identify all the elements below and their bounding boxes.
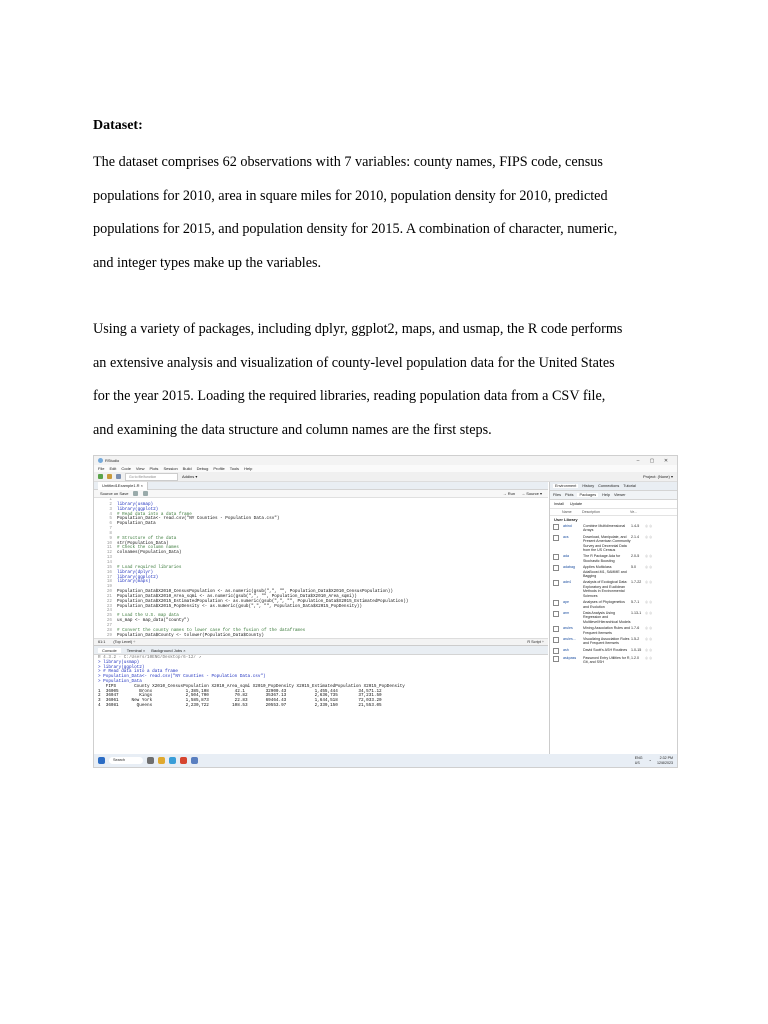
package-list: [550, 523, 678, 666]
line-number: 24: [106, 608, 112, 614]
tab-history[interactable]: History: [582, 484, 595, 488]
code-text: # Load required libraries: [117, 564, 182, 570]
wand-icon[interactable]: [143, 491, 148, 496]
package-version: 2.0-5: [631, 554, 640, 559]
package-row: [550, 625, 678, 636]
package-actions-icon[interactable]: ◎ ◎: [645, 554, 653, 559]
package-actions-icon[interactable]: ◎ ◎: [645, 610, 653, 615]
system-tray: [635, 756, 673, 765]
packages-header: [550, 509, 678, 516]
tab-terminal[interactable]: Terminal ×: [126, 647, 146, 653]
update-button[interactable]: Update: [569, 502, 583, 506]
console-output-line: 2 36047 Kings 2,504,700 70.82 35367.13 2,636,735 37,231.50: [98, 693, 382, 699]
line-number: 15: [106, 564, 112, 570]
new-file-icon[interactable]: [98, 474, 103, 479]
package-actions-icon[interactable]: ◎ ◎: [645, 636, 653, 641]
package-description: Combine Multidimensional Arrays: [583, 524, 626, 533]
source-on-save-checkbox[interactable]: Source on Save: [100, 491, 129, 496]
right-pane: [549, 482, 678, 754]
document-body: [93, 118, 683, 447]
para1-line: and integer types make up the variables.: [93, 254, 322, 271]
close-button[interactable]: ✕: [663, 457, 669, 464]
package-version: 5.0: [631, 565, 636, 570]
paragraph-2: [93, 313, 683, 447]
tab-files[interactable]: Files: [553, 493, 562, 497]
tab-packages[interactable]: Packages: [579, 493, 597, 497]
package-version: 1.7-22: [631, 580, 642, 585]
code-text: Population_Data$County <- tolower(Population_Data$County): [117, 632, 264, 638]
user-library-heading: User Library: [554, 517, 578, 522]
package-checkbox[interactable]: [553, 554, 559, 560]
console-output-line: 4 36081 Queens 2,230,722 108.53 20553.97 2,339,150 21,553.05: [98, 702, 382, 708]
console-output-line: 3 36061 New York 1,585,873 22.83 69464.43 1,644,518 72,033.20: [98, 698, 382, 704]
package-description: Visualizing Association Rules and Frequent Itemsets: [583, 636, 630, 646]
para2-line: Using a variety of packages, including dplyr, ggplot2, maps, and usmap, the R code performs: [93, 321, 623, 337]
package-version: 1.13-1: [631, 610, 642, 615]
package-name-link[interactable]: ade4: [563, 580, 571, 585]
editor-tabs: [94, 482, 548, 490]
code-text: library(ggplot2): [117, 506, 159, 512]
line-number: 21: [106, 593, 112, 599]
line-number: 20: [106, 589, 112, 595]
package-description: Password Entry Utilities for R, Git, and SSH: [583, 655, 631, 665]
menu-bar: [94, 465, 677, 472]
package-description: The R Package Ada for Stochastic Boosting: [583, 554, 621, 563]
package-actions-icon[interactable]: ◎ ◎: [645, 524, 653, 528]
menu-code[interactable]: Code: [121, 466, 131, 471]
code-text: library(ggplot2): [117, 574, 159, 580]
code-text: colnames(Population_Data): [117, 550, 182, 556]
package-checkbox[interactable]: [553, 626, 559, 632]
package-name-link[interactable]: arm: [563, 610, 570, 615]
package-actions-icon[interactable]: ◎ ◎: [645, 565, 653, 570]
package-description: David Scott's ASH Routines: [583, 647, 628, 652]
package-name-link[interactable]: arules...: [563, 636, 576, 641]
line-number: 5: [109, 516, 112, 522]
rstudio-screenshot: [93, 455, 678, 768]
line-number: 25: [106, 613, 112, 619]
package-version: 1.0-15: [631, 647, 642, 652]
window-title: RStudio: [105, 458, 120, 463]
package-description: Applies Multiclass AdaBoost.M1, SAMME and Bagging: [583, 565, 627, 579]
line-number: 1: [109, 498, 112, 502]
menu-view[interactable]: View: [135, 466, 145, 471]
code-text: # Read data into a data frame: [117, 511, 192, 517]
package-checkbox[interactable]: [553, 600, 559, 606]
tab-connections[interactable]: Connections: [598, 484, 620, 488]
package-row: [550, 534, 678, 554]
menu-plots[interactable]: Plots: [149, 466, 159, 471]
code-editor[interactable]: [94, 498, 548, 638]
package-version: 2.1.4: [631, 534, 639, 539]
line-number: 7: [109, 526, 112, 532]
code-text: # Load the U.S. map data: [117, 613, 179, 619]
main-toolbar: [94, 472, 677, 482]
open-folder-icon[interactable]: [107, 474, 112, 479]
line-number: 18: [106, 579, 112, 585]
console-command: > # Read data into a data frame: [98, 669, 178, 675]
package-name-link[interactable]: acs: [563, 534, 569, 539]
rstudio-logo-icon: [98, 458, 103, 463]
menu-file[interactable]: File: [98, 466, 105, 471]
console-output-line: FIPS County X2010_CensusPopulation X2010_Area_sqmi X2010_PopDensity X2015_EstimatedPopulation X2015_PopDensity: [98, 683, 405, 689]
window-titlebar: [94, 456, 677, 465]
chrome-icon[interactable]: [180, 757, 187, 764]
package-description: Analysis of Ecological Data: Exploratory and Euclidean Methods in Environmental Sciences: [583, 580, 628, 598]
package-row: [550, 553, 678, 564]
package-row: [550, 610, 678, 625]
package-row: [550, 655, 678, 666]
code-text: # Check the column names: [117, 545, 179, 551]
line-number: 6: [109, 521, 112, 527]
package-checkbox[interactable]: [553, 580, 559, 586]
package-description: Data Analysis Using Regression and Multilevel/Hierarchical Models: [583, 610, 631, 624]
files-tabs: [550, 491, 678, 500]
editor-tab[interactable]: Untitled1Example1.R ×: [98, 482, 148, 490]
line-number: 28: [106, 627, 112, 633]
package-checkbox[interactable]: [553, 656, 559, 662]
file-explorer-icon[interactable]: [158, 757, 165, 764]
save-icon[interactable]: [116, 474, 121, 479]
package-version: 5.7-1: [631, 600, 640, 605]
code-text: Population_Data<- read.csv("NY Counties - Population Data.csv"): [117, 516, 280, 522]
package-version: 1.5-2: [631, 636, 640, 641]
line-number: 29: [106, 632, 112, 638]
para1-line: The dataset comprises 62 observations with 7 variables: county names, FIPS code, census: [93, 154, 603, 170]
maximize-button[interactable]: ▢: [649, 457, 655, 464]
clock[interactable]: 2:32 PM 12/8/2023: [657, 756, 673, 765]
file-type[interactable]: R Script ÷: [527, 640, 544, 644]
code-text: Population_Data$X2010_Area_sqmi <- as.numeric(gsub(",", "", Population_Data$X2010_Area_sqmi)): [117, 593, 357, 599]
package-version: 1.7-6: [631, 626, 640, 631]
package-description: Download, Manipulate, and Present American Community Survey and Decennial Data from the US Census: [583, 534, 631, 553]
tab-background-jobs[interactable]: Background Jobs ×: [151, 647, 186, 653]
console-command: > Population_Data<- read.csv("NY Counties - Population Data.csv"): [98, 674, 266, 680]
menu-debug[interactable]: Debug: [196, 466, 209, 471]
code-text: str(Population_Data): [117, 540, 169, 546]
console-command: > Population_Data: [98, 678, 142, 684]
line-number: 8: [109, 530, 112, 536]
line-number: 11: [106, 545, 112, 551]
code-text: Population_Data: [117, 521, 156, 527]
search-icon[interactable]: [133, 491, 138, 496]
run-button[interactable]: → Run: [502, 491, 516, 496]
para1-line: populations for 2010, area in square miles for 2010, population density for 2010, predicted: [93, 187, 608, 204]
line-number: 16: [106, 569, 112, 575]
package-name-link[interactable]: ape: [563, 600, 569, 605]
addins-button[interactable]: Addins ▾: [182, 474, 198, 479]
para2-line: and examining the data structure and column names are the first steps.: [93, 421, 492, 438]
line-number: 19: [106, 584, 112, 590]
menu-edit[interactable]: Edit: [109, 466, 117, 471]
package-name-link[interactable]: ash: [563, 647, 569, 652]
package-checkbox[interactable]: [553, 611, 559, 617]
menu-help[interactable]: Help: [244, 466, 253, 471]
tab-plots[interactable]: Plots: [565, 493, 574, 497]
package-name-link[interactable]: adabag: [563, 565, 575, 570]
code-text: library(maps): [117, 579, 151, 585]
tab-environment[interactable]: Environment: [555, 484, 577, 488]
code-text: library(dplyr): [117, 569, 154, 575]
package-row: [550, 647, 678, 655]
package-actions-icon[interactable]: ◎ ◎: [645, 647, 653, 652]
package-checkbox[interactable]: [553, 535, 559, 541]
left-pane: [94, 482, 548, 754]
menu-tools[interactable]: Tools: [229, 466, 240, 471]
package-row: [550, 579, 678, 599]
project-menu[interactable]: Project: (None) ▾: [642, 474, 673, 479]
code-text: # Convert the county names to lower case for the fusion of the dataframes: [117, 627, 306, 633]
para1-line: populations for 2015, and population density for 2015. A combination of character, numeric,: [93, 221, 618, 237]
line-number: 9: [109, 535, 112, 541]
menu-build[interactable]: Build: [182, 466, 192, 471]
console-command: > library(usmap): [98, 659, 140, 665]
package-description: Mining Association Rules and Frequent Itemsets: [583, 626, 630, 635]
code-text: # Structure of the data: [117, 535, 177, 541]
paragraph-1: [93, 146, 683, 280]
tab-viewer[interactable]: Viewer: [613, 493, 626, 497]
package-checkbox[interactable]: [553, 565, 559, 571]
package-row: [550, 636, 678, 647]
taskbar-search[interactable]: Search: [109, 757, 143, 764]
code-text: Population_Data$X2015_EstimatedPopulation <- as.numeric(gsub(",", "", Population_Data$X2015_EstimatedPopulation)): [117, 598, 409, 604]
package-actions-icon[interactable]: ◎ ◎: [645, 626, 653, 631]
console-output-line: 1 36005 Bronx 1,385,108 42.1 32900.43 1,455,444 34,571.12: [98, 688, 382, 694]
task-view-icon[interactable]: [147, 757, 154, 764]
console-path: R 4.3.2 · C:/Users/10ENG/Desktop/6-12/ ↗: [98, 655, 202, 660]
edge-icon[interactable]: [169, 757, 176, 764]
code-text: Population_Data$X2010_CensusPopulation <- as.numeric(gsub(",", "", Population_Data$X2010_CensusPopulation)): [117, 589, 393, 595]
section-heading: Dataset:: [93, 118, 143, 133]
line-number: 2: [109, 501, 112, 507]
tab-help[interactable]: Help: [602, 493, 610, 497]
minimize-button[interactable]: –: [636, 457, 640, 464]
menu-session[interactable]: Session: [163, 466, 178, 471]
line-number: 22: [106, 598, 112, 604]
col-description[interactable]: Description: [582, 510, 600, 514]
menu-profile[interactable]: Profile: [213, 466, 225, 471]
line-number: 3: [109, 506, 112, 512]
line-number: 26: [106, 618, 112, 624]
package-version: 1.2.0: [631, 655, 639, 660]
line-number: 17: [106, 574, 112, 580]
wifi-icon[interactable]: ◔: [648, 758, 651, 763]
package-row: [550, 599, 678, 610]
editor-toolbar: [94, 490, 548, 498]
line-number: 23: [106, 603, 112, 609]
source-button[interactable]: → Source ▾: [521, 491, 542, 496]
code-text: library(usmap): [117, 501, 154, 507]
goto-file-input[interactable]: Go to file/function: [125, 473, 178, 481]
console-output[interactable]: [94, 655, 548, 757]
line-number: 4: [109, 511, 112, 517]
scope-indicator[interactable]: (Top Level) ÷: [113, 640, 136, 644]
rstudio-taskbar-icon[interactable]: [191, 757, 198, 764]
line-number: 12: [106, 550, 112, 556]
tab-console[interactable]: Console: [98, 648, 121, 653]
line-number: 27: [106, 622, 112, 628]
cursor-position: 61:1: [98, 640, 106, 644]
package-description: Analyses of Phylogenetics and Evolution: [583, 600, 625, 609]
package-actions-icon[interactable]: ◎ ◎: [645, 580, 653, 585]
para2-line: for the year 2015. Loading the required libraries, reading population data from a CSV file,: [93, 388, 606, 404]
package-checkbox[interactable]: [553, 648, 559, 654]
code-text: Population_Data$X2015_PopDensity <- as.numeric(gsub(",", "", Population_Data$X2015_PopDensity)): [117, 603, 362, 609]
packages-toolbar: [550, 500, 678, 509]
col-version[interactable]: Ve...: [630, 510, 638, 514]
package-name-link[interactable]: abind: [563, 524, 572, 528]
windows-start-icon[interactable]: [98, 757, 105, 764]
windows-taskbar: [94, 754, 677, 767]
package-row: [550, 564, 678, 579]
install-button[interactable]: Install: [554, 502, 564, 506]
package-name-link[interactable]: ada: [563, 554, 569, 559]
package-row: [550, 523, 678, 534]
line-number: 13: [106, 555, 112, 561]
language-indicator[interactable]: ENG US: [634, 756, 643, 765]
line-number: 10: [106, 540, 112, 546]
package-actions-icon[interactable]: ◎ ◎: [645, 534, 653, 539]
package-version: 1.4-5: [631, 524, 640, 528]
package-checkbox[interactable]: [553, 637, 559, 643]
editor-status-bar: [94, 638, 548, 646]
package-actions-icon[interactable]: ◎ ◎: [645, 655, 653, 660]
package-name-link[interactable]: askpass: [563, 655, 577, 660]
col-name[interactable]: Name: [562, 510, 572, 514]
console-tabs: [94, 646, 548, 655]
console-command: > library(ggplot2): [98, 664, 145, 670]
line-number: 14: [106, 559, 112, 565]
tab-tutorial[interactable]: Tutorial: [623, 484, 636, 488]
package-actions-icon[interactable]: ◎ ◎: [645, 600, 653, 605]
code-text: us_map <- map_data("county"): [117, 618, 190, 624]
env-tabs: [550, 482, 678, 491]
package-name-link[interactable]: arules: [563, 626, 573, 631]
para2-line: an extensive analysis and visualization of county-level population data for the United States: [93, 354, 615, 371]
package-checkbox[interactable]: [553, 524, 559, 530]
